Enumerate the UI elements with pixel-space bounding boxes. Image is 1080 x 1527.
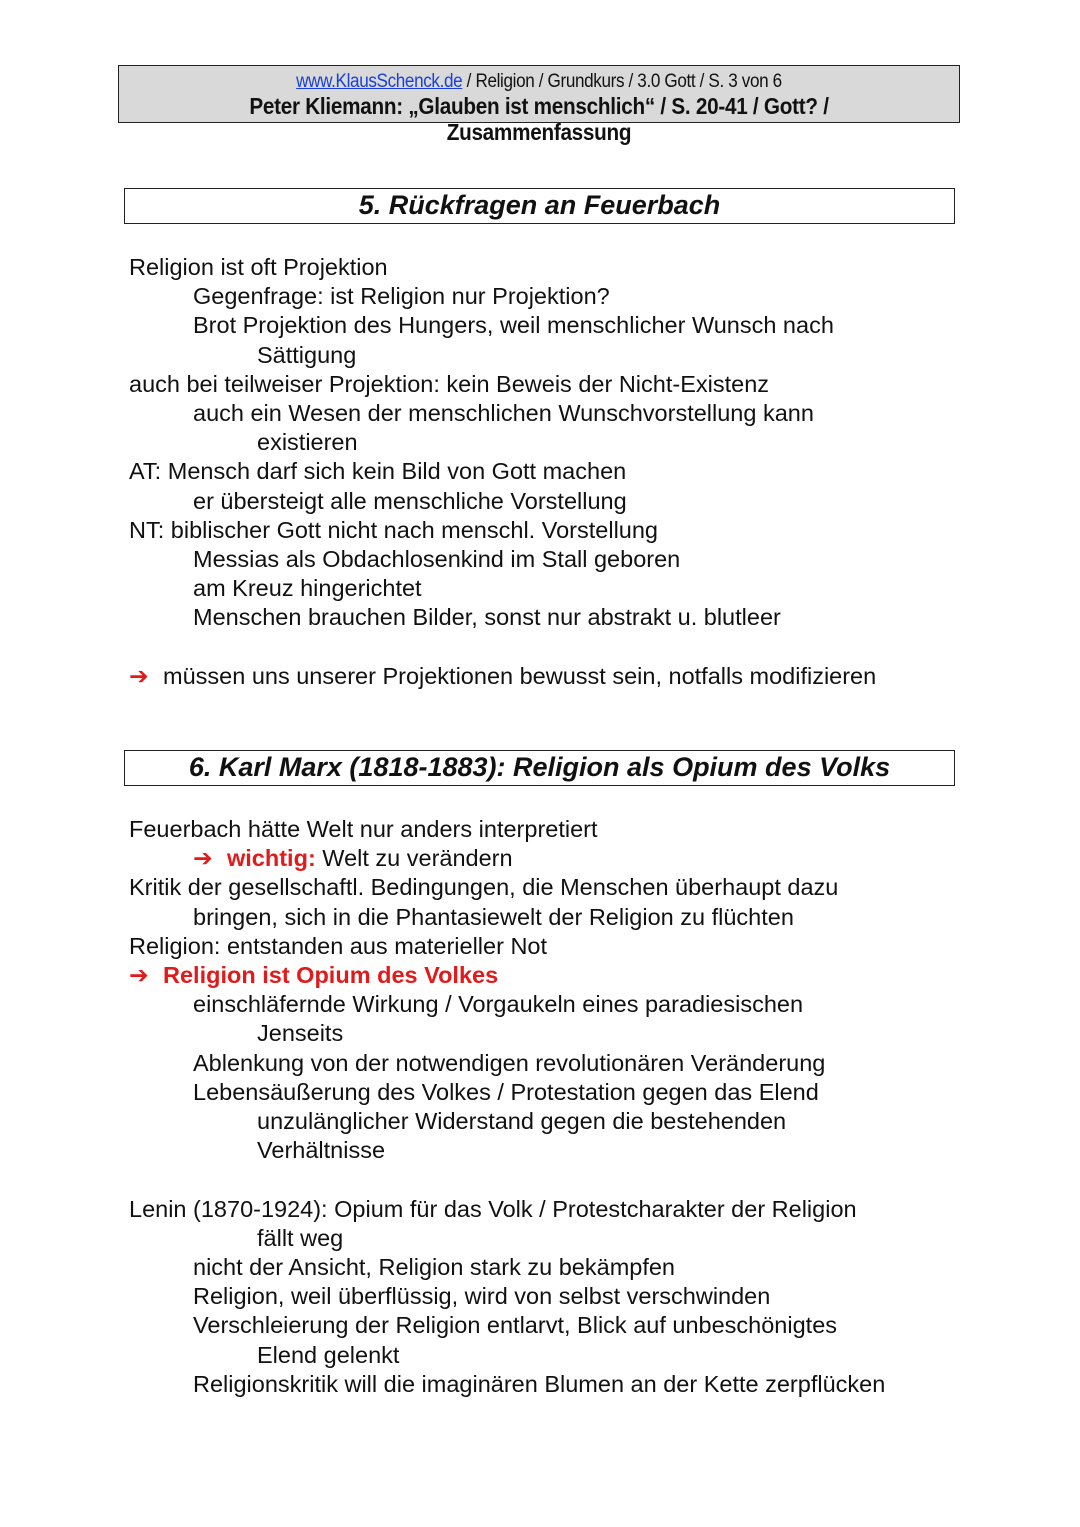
arrow-right-icon: ➔	[129, 662, 149, 689]
text-line: Lenin (1870-1924): Opium für das Volk / Protestcharakter der Religion	[129, 1195, 857, 1222]
text-line: Religion, weil überflüssig, wird von selbst verschwinden	[193, 1283, 771, 1310]
section-6-title: 6. Karl Marx (1818-1883): Religion als Opium des Volks	[124, 750, 955, 786]
highlight-text: Religion ist Opium des Volkes	[163, 962, 499, 989]
text-line: existieren	[257, 429, 358, 456]
text-line: Messias als Obdachlosenkind im Stall geboren	[193, 546, 681, 573]
arrow-right-icon: ➔	[193, 845, 213, 872]
text-line: NT: biblischer Gott nicht nach menschl. Vorstellung	[129, 516, 659, 543]
text-line: Elend gelenkt	[257, 1341, 400, 1368]
header-path-text: / Religion / Grundkurs / 3.0 Gott / S. 3 von 6	[462, 71, 782, 92]
text-line: Ablenkung von der notwendigen revolutionären Veränderung	[193, 1049, 826, 1076]
text-line: Verschleierung der Religion entlarvt, Blick auf unbeschönigtes	[193, 1312, 838, 1339]
section-5-body	[129, 253, 1009, 691]
text-line: Kritik der gesellschaftl. Bedingungen, die Menschen überhaupt dazu	[129, 874, 839, 901]
text-line: Brot Projektion des Hungers, weil menschlicher Wunsch nach	[193, 312, 834, 339]
text-line: am Kreuz hingerichtet	[193, 575, 422, 602]
text-line: Religionskritik will die imaginären Blumen an der Kette zerpflücken	[193, 1370, 886, 1397]
text-line: unzulänglicher Widerstand gegen die bestehenden	[257, 1108, 787, 1135]
section-5-title: 5. Rückfragen an Feuerbach	[124, 188, 955, 224]
text-line: Verhältnisse	[257, 1137, 386, 1164]
page-header	[118, 65, 960, 145]
text-line: auch ein Wesen der menschlichen Wunschvorstellung kann	[193, 400, 814, 427]
text-line: Lebensäußerung des Volkes / Protestation gegen das Elend	[193, 1078, 819, 1105]
conclusion-line	[129, 662, 1009, 691]
text-line: Feuerbach hätte Welt nur anders interpretiert	[129, 816, 598, 842]
header-subtitle: Peter Kliemann: „Glauben ist menschlich“ / S. 20-41 / Gott? / Zusammenfassung	[249, 93, 829, 145]
text-line: er übersteigt alle menschliche Vorstellung	[193, 487, 627, 514]
text-line: AT: Mensch darf sich kein Bild von Gott machen	[129, 458, 627, 485]
important-text: Welt zu verändern	[315, 845, 513, 872]
text-line: auch bei teilweiser Projektion: kein Beweis der Nicht-Existenz	[129, 370, 770, 397]
text-line: Menschen brauchen Bilder, sonst nur abstrakt u. blutleer	[193, 604, 781, 631]
conclusion-text: müssen uns unserer Projektionen bewusst sein, notfalls modifizieren	[163, 662, 877, 689]
text-line: einschläfernde Wirkung / Vorgaukeln eines paradiesischen	[193, 991, 804, 1018]
text-line: Jenseits	[257, 1020, 344, 1047]
text-line: nicht der Ansicht, Religion stark zu bekämpfen	[193, 1254, 676, 1281]
text-line: Sättigung	[257, 341, 357, 368]
arrow-right-icon: ➔	[129, 962, 149, 989]
important-label: wichtig:	[227, 845, 316, 872]
text-line: Gegenfrage: ist Religion nur Projektion?	[193, 283, 610, 310]
site-link[interactable]: www.KlausSchenck.de	[296, 71, 463, 92]
section-6-body	[129, 815, 1009, 1399]
text-line: Religion: entstanden aus materieller Not	[129, 932, 548, 959]
text-line: fällt weg	[257, 1224, 344, 1251]
header-path	[161, 71, 917, 93]
highlight-line	[129, 961, 1009, 990]
important-line	[129, 844, 1009, 873]
text-line: bringen, sich in die Phantasiewelt der Religion zu flüchten	[193, 903, 794, 930]
text-line: Religion ist oft Projektion	[129, 254, 388, 280]
